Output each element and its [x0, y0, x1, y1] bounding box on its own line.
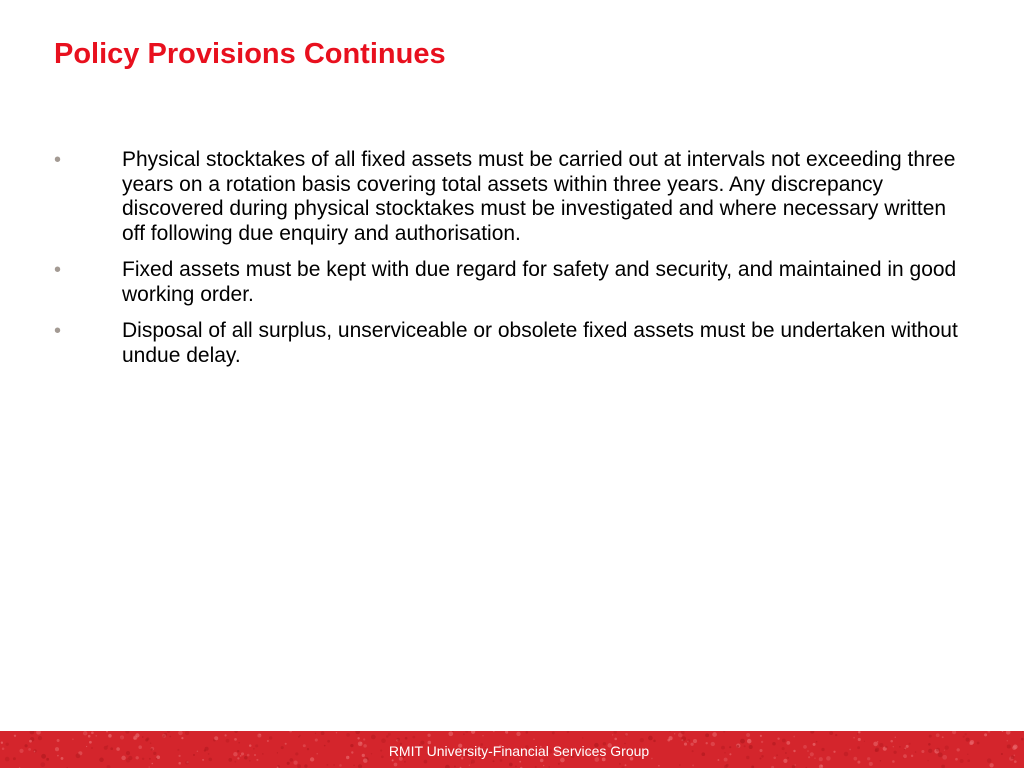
bullet-text: Disposal of all surplus, unserviceable or obsolete fixed assets must be undertaken without undue delay. — [122, 319, 958, 367]
bullet-dot-icon: • — [54, 259, 62, 281]
footer-band — [0, 731, 1024, 768]
footer-text: RMIT University-Financial Services Group — [388, 743, 650, 759]
list-item — [54, 319, 964, 368]
bullet-list — [54, 148, 964, 380]
bullet-dot-icon: • — [54, 320, 62, 342]
slide-title: Policy Provisions Continues — [54, 38, 446, 70]
bullet-dot-icon: • — [54, 149, 62, 171]
bullet-text: Physical stocktakes of all fixed assets must be carried out at intervals not exceeding three years on a rotation basis covering total assets within three years. Any discrepancy discovered during physical stocktakes must be investigated and where necessary written off following due enquiry and authorisation. — [122, 148, 956, 245]
list-item — [54, 258, 964, 307]
list-item — [54, 148, 964, 246]
bullet-text: Fixed assets must be kept with due regard for safety and security, and maintained in good working order. — [122, 258, 957, 306]
